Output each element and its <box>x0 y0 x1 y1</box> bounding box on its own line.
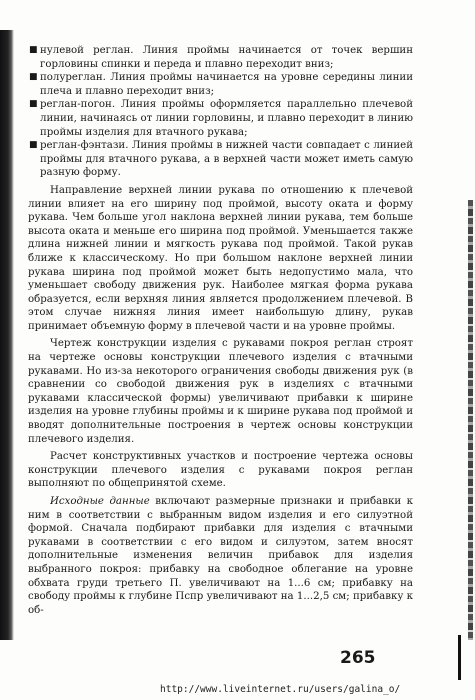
bullet-icon: ■ <box>29 140 38 151</box>
paragraph-sleeve-direction: Направление верхней линии рукава по отношению к плечевой линии влияет на его ширину под проймой, высоту оката и форму рукава. Чем больше угол наклона верхней линии рукава, тем больше высота оката и меньше его ширина под проймой. Уменьшается также длина нижней линии и мягкость рукава под проймой. Такой рукав ближе к классическому. Но при большом наклоне верхней линии рукава ширина под проймой может быть недопустимо мала, что уменьшает свободу движения рук. Наиболее мягкая форма рукава образуется, если верхняя линия является продолжением плечевой. В этом случае нижняя линия имеет наибольшую длину, рукав принимает объемную форму в плечевой части и на уровне проймы. <box>28 184 413 332</box>
list-item-text: нулевой реглан. Линия проймы начинается от точек вершин горловины спинки и переда и плавно переходит вниз; <box>40 45 413 70</box>
paragraph-initial-data <box>28 495 413 617</box>
bullet-icon: ■ <box>29 45 38 55</box>
bullet-icon: ■ <box>29 72 38 83</box>
paragraph-text: включают размерные признаки и прибавки к ним в соответствии с выбранным видом изделия и его силуэтной формой. Сначала подбирают прибавки для изделия с втачными рукавами в соответствии с его видом и силуэтом, затем вносят дополнительные изменения величин прибавок для изделия выбранного покроя: прибавку на свободное облегание на уровне обхвата груди третьего П. увеличивают на 1...6 см; прибавку на свободу проймы к глубине Пспр увеличивают на 1...2,5 см; прибавку к об- <box>28 496 413 616</box>
list-item-text: реглан-фэнтази. Линия проймы в нижней части совпадает с линией проймы для втачного рукава, а в верхней части может иметь самую разную форму. <box>40 140 413 179</box>
list-item <box>28 98 413 139</box>
text-body <box>28 44 413 617</box>
list-item-text: реглан-погон. Линия проймы оформляется параллельно плечевой линии, начинаясь от линии горловины, и плавно переходит в линию проймы изделия для втачного рукава; <box>40 99 413 138</box>
page-number: 265 <box>340 648 376 668</box>
italic-term: Исходные данные <box>50 496 150 507</box>
list-item <box>28 139 413 180</box>
list-item-text: полуреглан. Линия проймы начинается на уровне середины линии плеча и плавно переходит вниз; <box>40 72 413 97</box>
footer-url: http://www.liveinternet.ru/users/galina_o/ <box>160 684 401 695</box>
page-edge-mark <box>458 635 461 680</box>
raglan-types-list <box>28 44 413 180</box>
paragraph-calculation: Расчет конструктивных участков и построение чертежа основы конструкции плечевого изделия с рукавами покроя реглан выполняют по общепринятой схеме. <box>28 451 413 490</box>
bullet-icon: ■ <box>29 99 38 110</box>
paragraph-construction: Чертеж конструкции изделия с рукавами покроя реглан строят на чертеже основы конструкции плечевого изделия с втачными рукавами. Но из-за некоторого ограничения свободы движения рук (в сравнении со свободой движения рук в изделиях с втачными рукавами классической формы) увеличивают прибавки к ширине изделия на уровне глубины проймы и к ширине рукава под проймой и вводят дополнительные построения в чертеж основы конструкции плечевого изделия. <box>28 338 413 445</box>
list-item <box>28 44 413 71</box>
list-item <box>28 71 413 98</box>
page-edge <box>468 200 473 640</box>
binding-shadow <box>0 30 14 640</box>
